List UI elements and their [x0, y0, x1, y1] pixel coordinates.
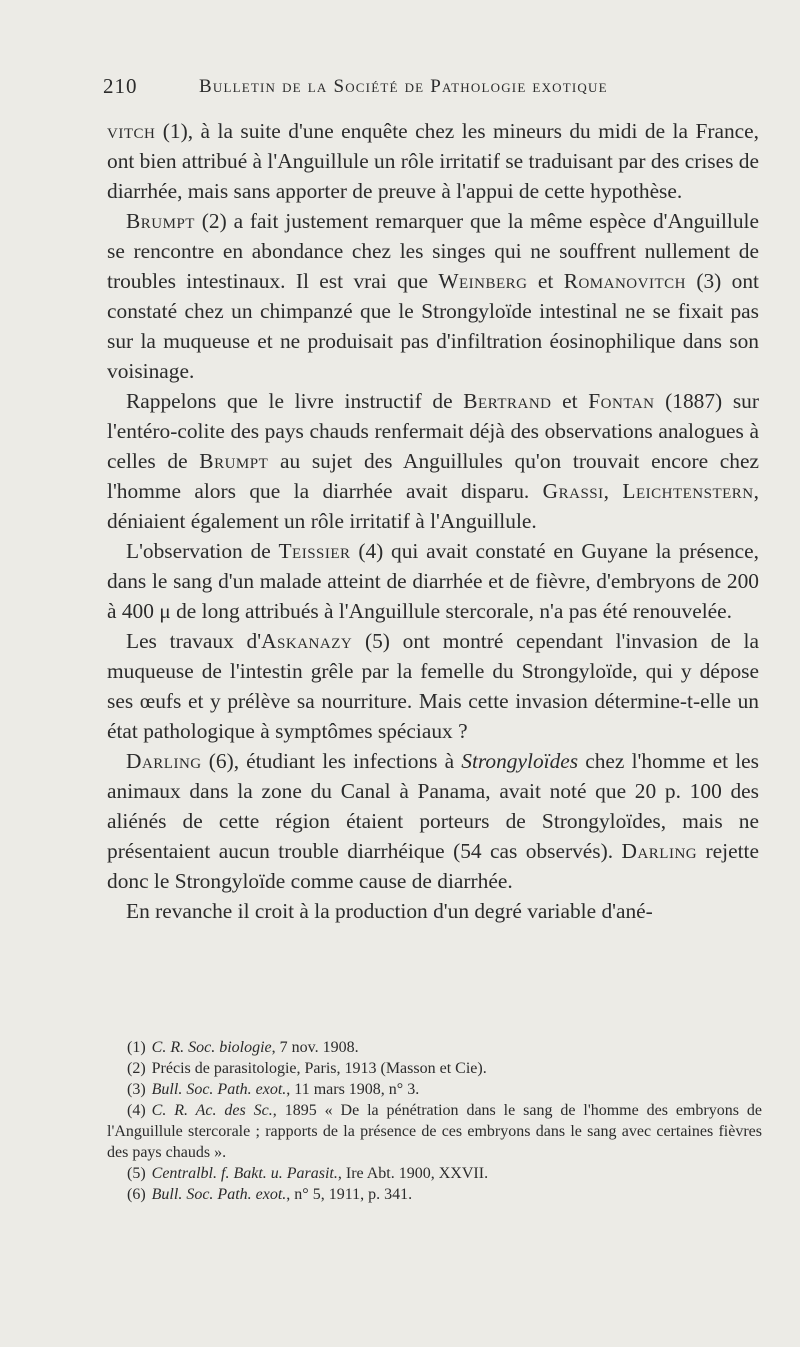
footnote — [107, 1037, 762, 1058]
page-header — [103, 74, 743, 106]
body-text — [107, 116, 759, 926]
text-run: et — [527, 269, 564, 293]
text-run: , 1895 « De la pénétration dans le sang de l'homme des embryons de l'Anguillule stercorale ; rapports de la présence de ces embryons dans le sang avec certaines fièvres des pays chauds ». — [107, 1102, 762, 1161]
text-run: Rappelons que le livre instructif de — [126, 389, 464, 413]
italic-text: C. R. Ac. des Sc. — [151, 1102, 273, 1119]
text-run: En revanche il croit à la production d'un degré variable d'ané- — [126, 899, 653, 923]
paragraph — [107, 116, 759, 206]
text-run: (4) qui avait constaté en Guyane la présence, dans le sang d'un malade atteint de diarrhée et de fièvre, d'embryons de 200 à 400 μ de long attribués à l'Anguillule stercorale, n'a pas été renouvelée. — [107, 539, 759, 623]
text-run: , déniaient également un rôle irritatif à l'Anguillule. — [107, 479, 759, 533]
footnote — [107, 1100, 762, 1163]
text-run: rejette donc le Strongyloïde comme cause de diarrhée. — [107, 839, 759, 893]
author-name: Weinberg — [438, 269, 528, 293]
italic-text: Bull. Soc. Path. exot. — [151, 1186, 287, 1203]
footnote-number: (2) — [127, 1060, 146, 1077]
text-run: L'observation de — [126, 539, 279, 563]
paragraph — [107, 536, 759, 626]
footnote-number: (3) — [127, 1081, 146, 1098]
text-run: , — [603, 479, 623, 503]
footnote-number: (6) — [127, 1186, 146, 1203]
author-name: Darling — [126, 749, 202, 773]
text-run: , Ire Abt. 1900, XXVII. — [337, 1165, 489, 1182]
italic-text: C. R. Soc. biologie — [151, 1039, 272, 1056]
footnote — [107, 1058, 762, 1079]
italic-text: Strongyloïdes — [461, 749, 579, 773]
author-name: Brumpt — [199, 449, 269, 473]
paragraph — [107, 386, 759, 536]
italic-text: Bull. Soc. Path. exot. — [151, 1081, 287, 1098]
footnote-number: (4) — [127, 1102, 146, 1119]
author-name: vitch — [107, 119, 156, 143]
text-run: chez l'homme et les animaux dans la zone du Canal à Panama, avait noté que 20 p. 100 des aliénés de cette région étaient porteurs de Strongyloïdes, mais ne présentaient aucun trouble diarrhéique (54 cas observés). — [107, 749, 759, 863]
footnote-number: (5) — [127, 1165, 146, 1182]
paragraph — [107, 896, 759, 926]
paragraph — [107, 206, 759, 386]
author-name: Darling — [621, 839, 698, 863]
text-run: , 7 nov. 1908. — [271, 1039, 359, 1056]
footnote — [107, 1184, 762, 1205]
italic-text: Centralbl. f. Bakt. u. Parasit. — [151, 1165, 338, 1182]
footnotes — [107, 1037, 762, 1205]
author-name: Askanazy — [261, 629, 353, 653]
text-run: et — [551, 389, 589, 413]
text-run: (1887) sur l'entéro-colite des pays chauds renfermait déjà des observations analogues à celles de — [107, 389, 759, 473]
text-run: (1), à la suite d'une enquête chez les mineurs du midi de la France, ont bien attribué à l'Anguillule un rôle irritatif se traduisant par des crises de diarrhée, mais sans apporter de preuve à l'appui de cette hypothèse. — [107, 119, 759, 203]
text-run: Les travaux d' — [126, 629, 262, 653]
paragraph — [107, 626, 759, 746]
author-name: Bertrand — [463, 389, 552, 413]
author-name: Fontan — [588, 389, 655, 413]
footnote-number: (1) — [127, 1039, 146, 1056]
running-head: Bulletin de la Société de Pathologie exotique — [199, 76, 608, 97]
page-number: 210 — [103, 74, 138, 98]
text-run: (2) a fait justement remarquer que la même espèce d'Anguillule se rencontre en abondance chez les singes qui ne souffrent nullement de troubles intestinaux. Il est vrai que — [107, 209, 759, 293]
text-run: , 11 mars 1908, n° 3. — [286, 1081, 420, 1098]
text-run: (5) ont montré cependant l'invasion de la muqueuse de l'intestin grêle par la femelle du Strongyloïde, qui y dépose ses œufs et y prélève sa nourriture. Mais cette invasion détermine-t-elle un état pathologique à symptômes spéciaux ? — [107, 629, 759, 743]
text-run: (6), étudiant les infections à — [201, 749, 462, 773]
author-name: Grassi — [542, 479, 604, 503]
author-name: Brumpt — [126, 209, 195, 233]
text-run: au sujet des Anguillules qu'on trouvait encore chez l'homme alors que la diarrhée avait disparu. — [107, 449, 759, 503]
text-run: Précis de parasitologie, Paris, 1913 (Masson et Cie). — [151, 1060, 487, 1077]
paragraph — [107, 746, 759, 896]
author-name: Leichtenstern — [622, 479, 754, 503]
footnote — [107, 1079, 762, 1100]
text-run: (3) ont constaté chez un chimpanzé que le Strongyloïde intestinal ne se fixait pas sur la muqueuse et ne produisait pas d'infiltration éosinophilique dans son voisinage. — [107, 269, 759, 383]
author-name: Teissier — [278, 539, 351, 563]
footnote — [107, 1163, 762, 1184]
author-name: Romanovitch — [563, 269, 686, 293]
text-run: , n° 5, 1911, p. 341. — [286, 1186, 413, 1203]
